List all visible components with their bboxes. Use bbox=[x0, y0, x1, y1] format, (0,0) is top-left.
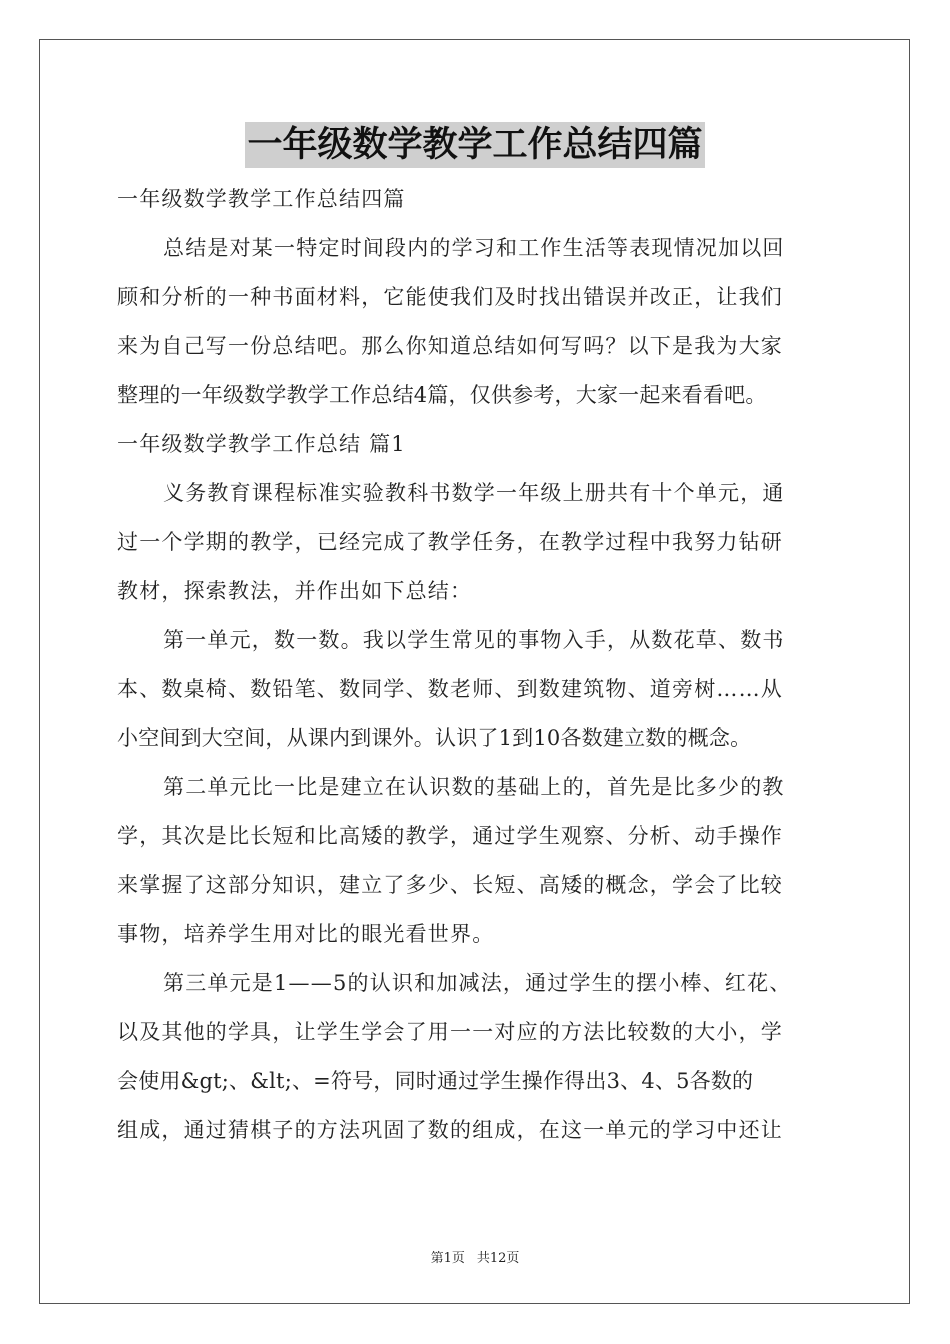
text-line: 过一个学期的教学，已经完成了教学任务，在教学过程中我努力钻研 bbox=[117, 530, 783, 554]
section-heading: 一年级数学教学工作总结 篇1 bbox=[117, 432, 406, 456]
text-line: 本、数桌椅、数铅笔、数同学、数老师、到数建筑物、道旁树……从 bbox=[117, 677, 783, 701]
text-line: 小空间到大空间，从课内到课外。认识了1到10各数建立数的概念。 bbox=[117, 726, 752, 750]
text-line: 来为自己写一份总结吧。那么你知道总结如何写吗？以下是我为大家 bbox=[117, 334, 783, 358]
page-number: 第1页 bbox=[430, 1251, 465, 1266]
page-total: 共12页 bbox=[476, 1251, 520, 1266]
text-line: 一年级数学教学工作总结四篇 bbox=[117, 187, 406, 211]
text-line: 第三单元是1——5的认识和加减法，通过学生的摆小棒、红花、 bbox=[163, 971, 792, 995]
title-container bbox=[0, 122, 950, 168]
text-line: 会使用&gt;、&lt;、=符号，同时通过学生操作得出3、4、5各数的 bbox=[117, 1069, 754, 1093]
text-line: 事物，培养学生用对比的眼光看世界。 bbox=[117, 922, 495, 946]
text-line: 义务教育课程标准实验教科书数学一年级上册共有十个单元，通 bbox=[163, 481, 785, 505]
text-line: 教材，探索教法，并作出如下总结： bbox=[117, 579, 473, 603]
document-title: 一年级数学教学工作总结四篇 bbox=[245, 122, 704, 168]
text-line: 学，其次是比长短和比高矮的教学，通过学生观察、分析、动手操作 bbox=[117, 824, 783, 848]
text-line: 第二单元比一比是建立在认识数的基础上的，首先是比多少的教 bbox=[163, 775, 785, 799]
document-body bbox=[117, 180, 835, 1160]
text-line: 以及其他的学具，让学生学会了用一一对应的方法比较数的大小，学 bbox=[117, 1020, 783, 1044]
text-line: 第一单元，数一数。我以学生常见的事物入手，从数花草、数书 bbox=[163, 628, 785, 652]
text-line: 来掌握了这部分知识，建立了多少、长短、高矮的概念，学会了比较 bbox=[117, 873, 783, 897]
text-line: 整理的一年级数学教学工作总结4篇，仅供参考，大家一起来看看吧。 bbox=[117, 383, 767, 407]
text-line: 组成，通过猜棋子的方法巩固了数的组成，在这一单元的学习中还让 bbox=[117, 1118, 783, 1142]
text-line: 总结是对某一特定时间段内的学习和工作生活等表现情况加以回 bbox=[163, 236, 785, 260]
page-footer bbox=[0, 1247, 950, 1266]
text-line: 顾和分析的一种书面材料，它能使我们及时找出错误并改正，让我们 bbox=[117, 285, 783, 309]
